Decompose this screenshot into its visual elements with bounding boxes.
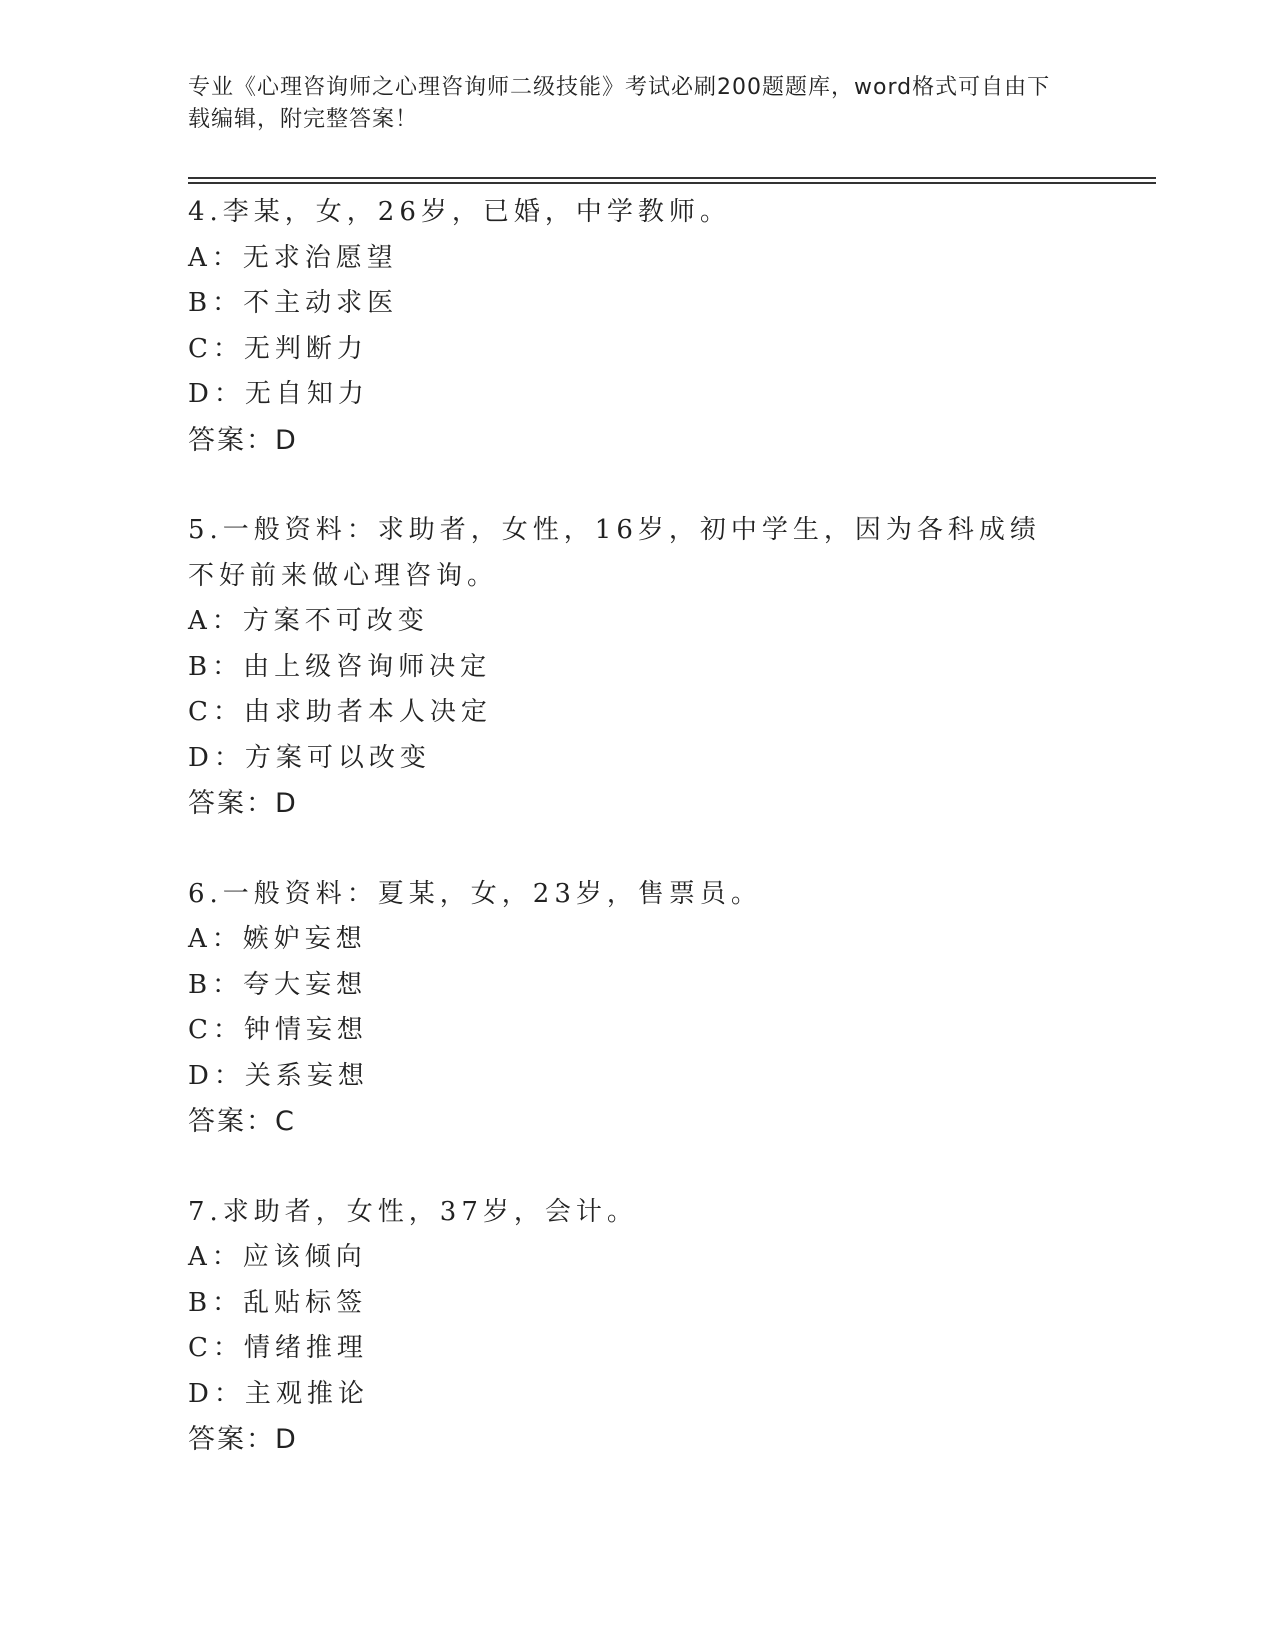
answer-line: 答案：D xyxy=(188,1424,298,1455)
question-4 xyxy=(188,190,1088,463)
document-header xyxy=(188,72,1068,136)
answer-line: 答案：D xyxy=(188,788,298,819)
option-a: A：应该倾向 xyxy=(188,1242,367,1272)
option-a: A：嫉妒妄想 xyxy=(188,924,367,954)
option-c: C：情绪推理 xyxy=(188,1333,368,1363)
header-divider-top xyxy=(188,177,1156,179)
option-d: D：方案可以改变 xyxy=(188,742,431,773)
option-b: B：夸大妄想 xyxy=(188,969,368,1000)
option-c: C：无判断力 xyxy=(188,333,368,364)
question-stem: 5.一般资料：求助者，女性，16岁，初中学生，因为各科成绩不好前来做心理咨询。 xyxy=(188,515,1041,591)
answer-line: 答案：C xyxy=(188,1106,296,1137)
option-a: A：无求治愿望 xyxy=(188,242,398,273)
option-c: C：由求助者本人决定 xyxy=(188,697,492,727)
question-5 xyxy=(188,508,1088,827)
question-stem: 7.求助者，女性，37岁，会计。 xyxy=(188,1196,638,1227)
option-b: B：不主动求医 xyxy=(188,288,399,318)
document-title: 专业《心理咨询师之心理咨询师二级技能》考试必刷200题题库，word格式可自由下载编辑，附完整答案！ xyxy=(188,75,1051,132)
option-a: A：方案不可改变 xyxy=(188,606,429,636)
question-stem: 4.李某，女，26岁，已婚，中学教师。 xyxy=(188,197,731,227)
answer-line: 答案：D xyxy=(188,424,298,456)
header-divider-bottom xyxy=(188,182,1156,184)
option-d: D：关系妄想 xyxy=(188,1060,369,1091)
question-6 xyxy=(188,872,1088,1145)
option-d: D：主观推论 xyxy=(188,1378,369,1409)
question-7 xyxy=(188,1190,1088,1463)
option-d: D：无自知力 xyxy=(188,379,369,409)
option-b: B：由上级咨询师决定 xyxy=(188,651,492,682)
question-stem: 6.一般资料：夏某，女，23岁，售票员。 xyxy=(188,878,762,909)
option-b: B：乱贴标签 xyxy=(188,1287,368,1318)
question-list xyxy=(188,190,1088,1508)
option-c: C：钟情妄想 xyxy=(188,1015,368,1045)
